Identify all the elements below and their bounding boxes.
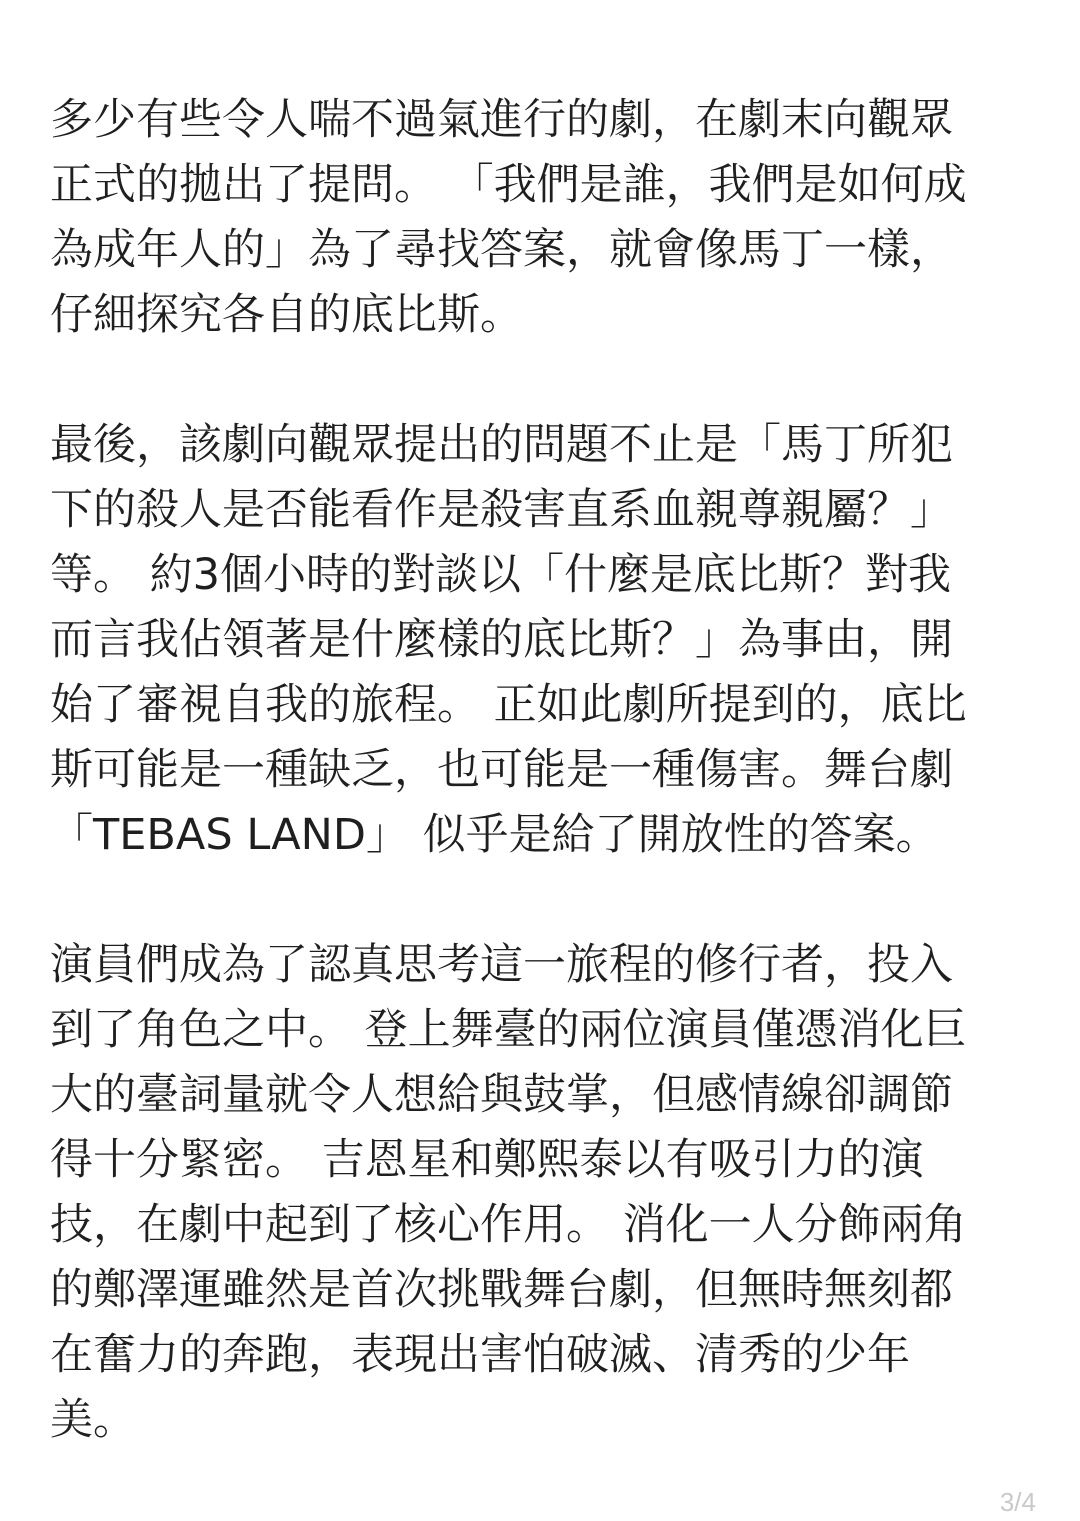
text-line: 大的臺詞量就令人想給與鼓掌，但感情線卻調節 <box>50 1070 953 1120</box>
article-body <box>50 88 1030 1453</box>
paragraph-3 <box>50 933 1030 1453</box>
text-line: 的鄭澤運雖然是首次挑戰舞台劇，但無時無刻都 <box>50 1265 953 1315</box>
text-line: 演員們成為了認真思考這一旅程的修行者，投入 <box>50 940 953 990</box>
text-line: 到了角色之中。 登上舞臺的兩位演員僅憑消化巨 <box>50 1005 967 1055</box>
text-line: 「TEBAS LAND」 似乎是給了開放性的答案。 <box>50 810 939 860</box>
text-line: 斯可能是一種缺乏，也可能是一種傷害。舞台劇 <box>50 745 953 795</box>
text-line: 得十分緊密。 吉恩星和鄭熙泰以有吸引力的演 <box>50 1135 924 1185</box>
paragraph-1 <box>50 88 1030 348</box>
text-line: 在奮力的奔跑，表現出害怕破滅、清秀的少年 <box>50 1330 910 1380</box>
text-line: 多少有些令人喘不過氣進行的劇，在劇末向觀眾 <box>50 95 953 145</box>
text-line: 美。 <box>50 1395 136 1445</box>
paragraph-2 <box>50 413 1030 868</box>
text-line: 下的殺人是否能看作是殺害直系血親尊親屬？」 <box>50 485 953 535</box>
text-line: 為成年人的」為了尋找答案，就會像馬丁一樣， <box>50 225 953 275</box>
text-line: 等。 約3個小時的對談以「什麼是底比斯？對我 <box>50 550 952 600</box>
text-line: 技，在劇中起到了核心作用。 消化一人分飾兩角 <box>50 1200 967 1250</box>
text-line: 正式的拋出了提問。 「我們是誰，我們是如何成 <box>50 160 967 210</box>
text-line: 始了審視自我的旅程。 正如此劇所提到的，底比 <box>50 680 967 730</box>
page-indicator: 3/4 <box>999 1487 1036 1517</box>
text-line: 而言我佔領著是什麼樣的底比斯？」為事由，開 <box>50 615 953 665</box>
text-line: 仔細探究各自的底比斯。 <box>50 290 523 340</box>
text-line: 最後，該劇向觀眾提出的問題不止是「馬丁所犯 <box>50 420 953 470</box>
